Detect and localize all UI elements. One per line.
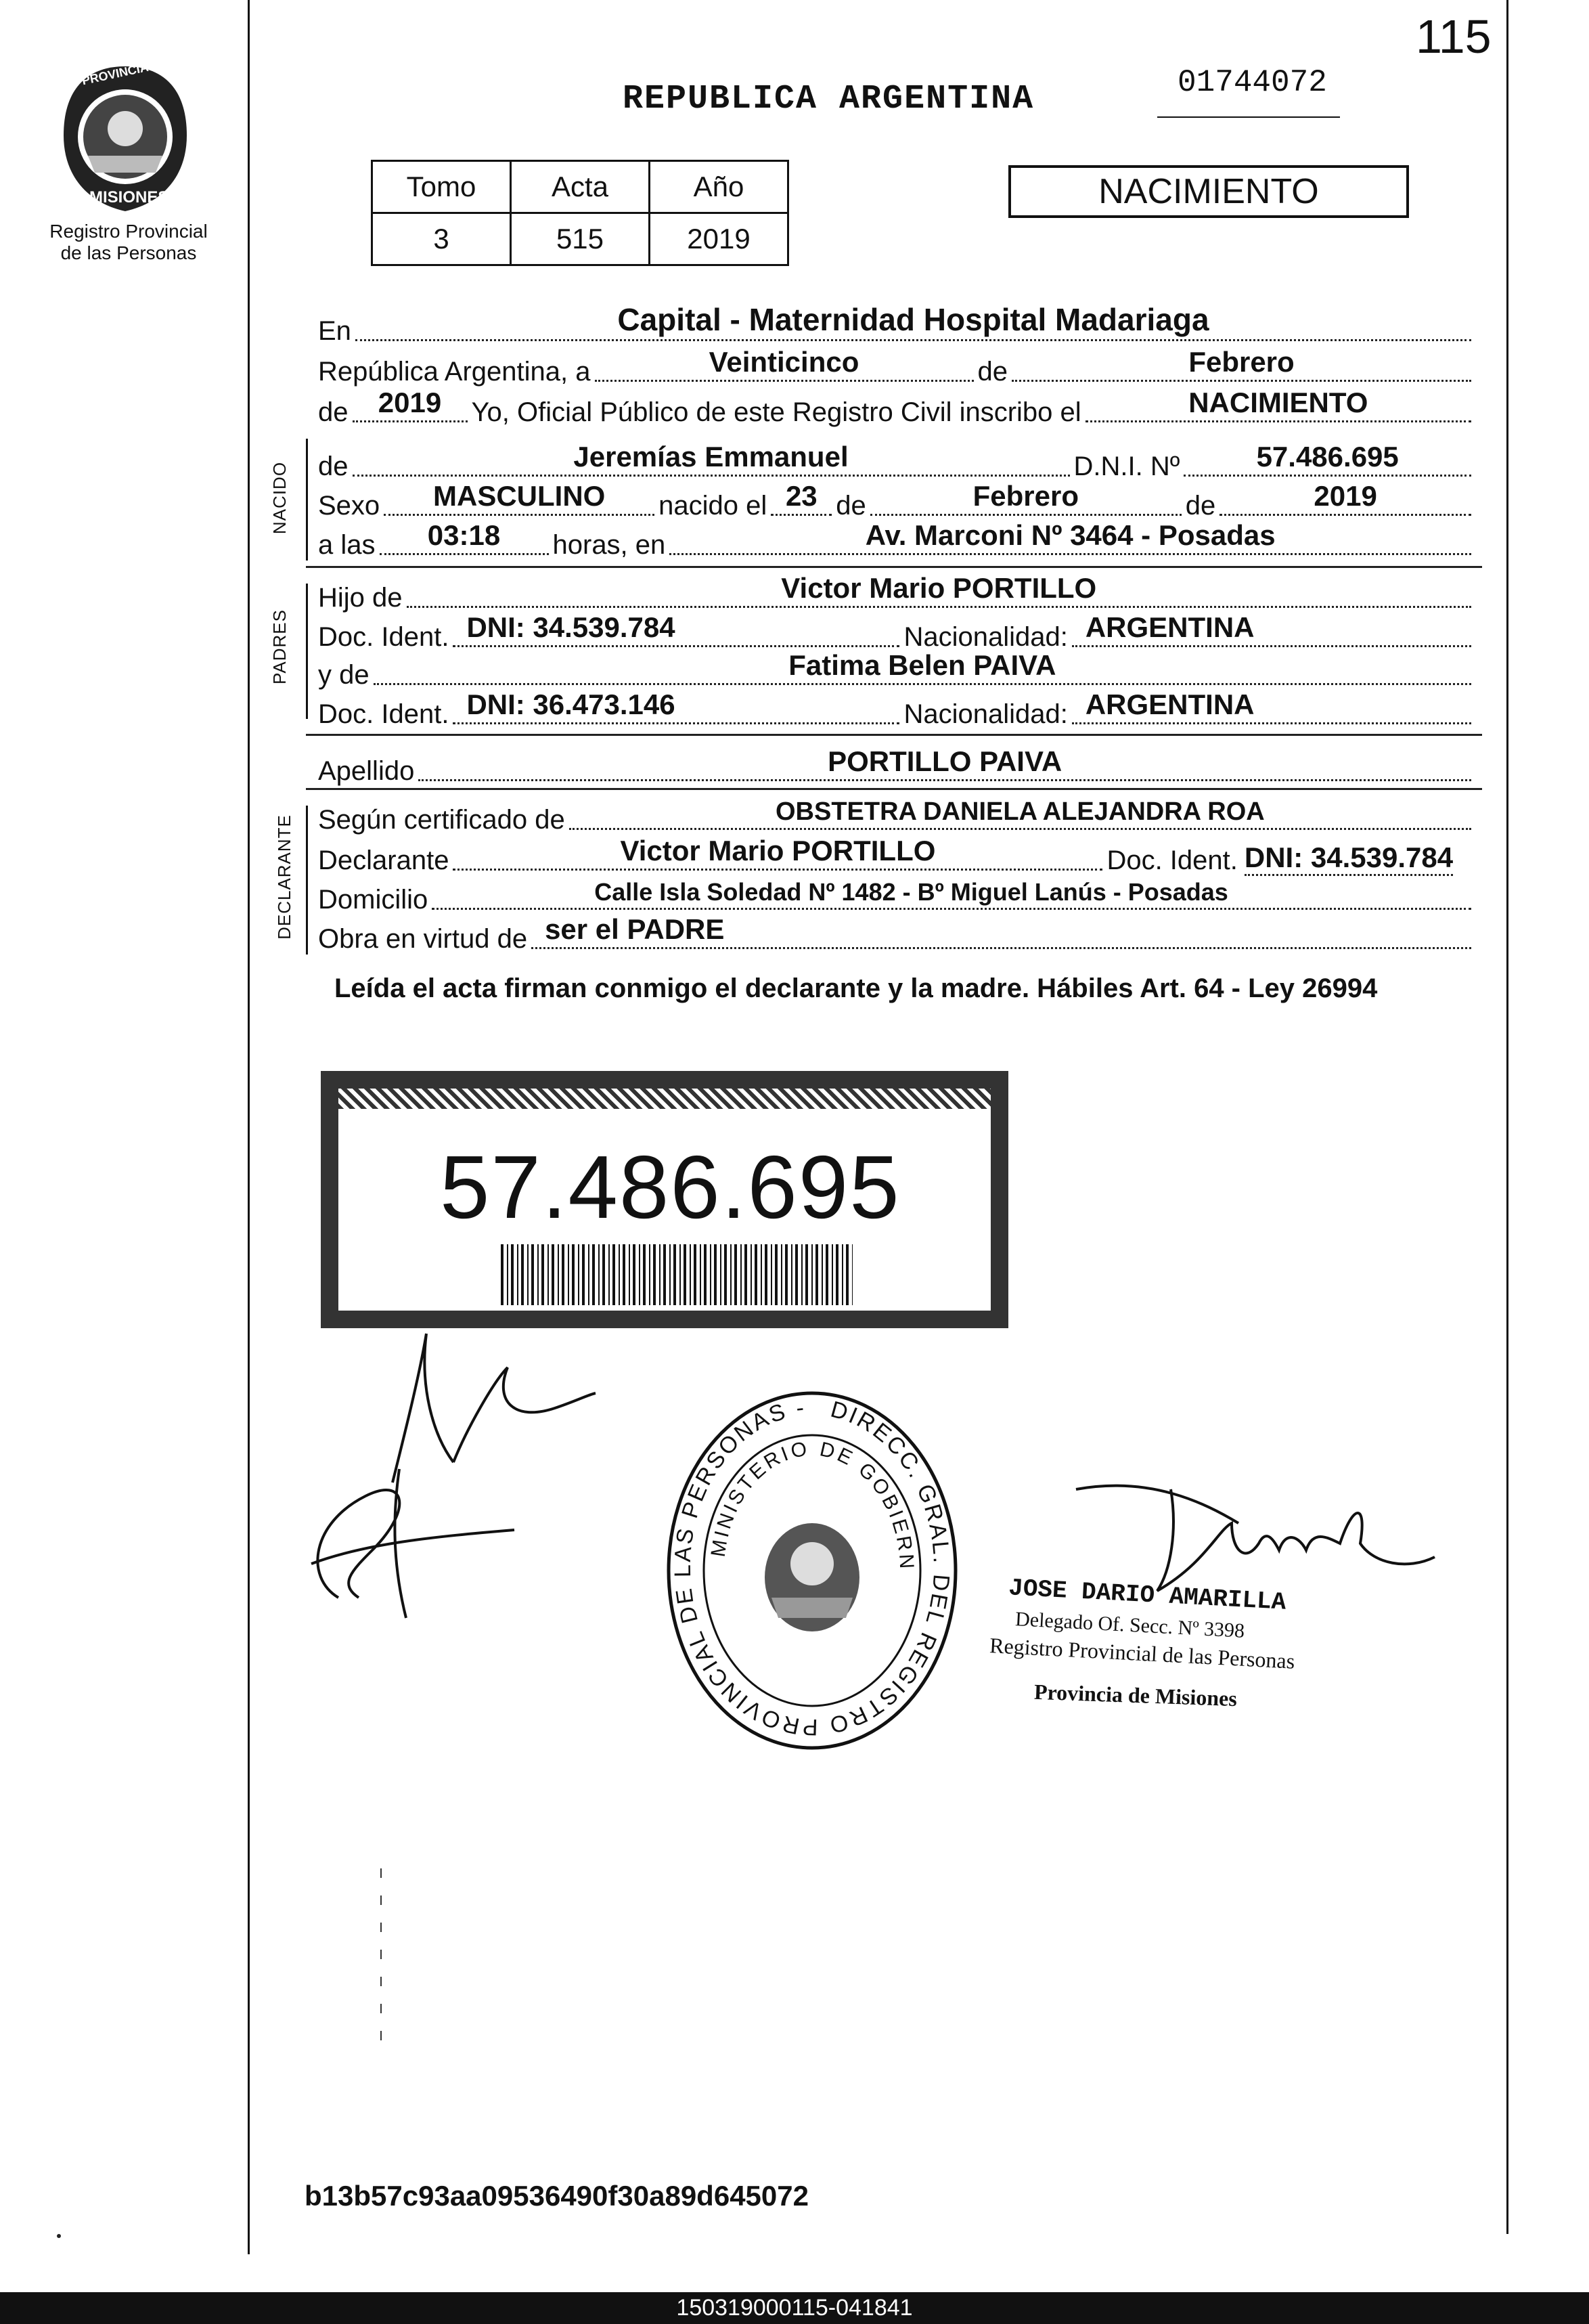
father-nat-label: Nacionalidad:: [903, 622, 1068, 652]
domicilio-label: Domicilio: [318, 885, 428, 915]
sexo-dots: [384, 480, 654, 516]
row-en: [318, 302, 1475, 347]
row-nacido-sexo: [318, 480, 1475, 521]
province-emblem: [54, 56, 196, 217]
separator-apellido: [306, 788, 1482, 790]
registry-line1: Registro Provincial: [49, 221, 208, 242]
nacido-el-label: nacido el: [658, 491, 767, 521]
mother-doc: DNI: 36.473.146: [466, 688, 675, 720]
father-doc-dots: [453, 611, 899, 647]
birth-day: 23: [785, 480, 818, 512]
declarante-label: Declarante: [318, 846, 449, 875]
col-header-tomo: Tomo: [372, 161, 511, 213]
hour-value: 03:18: [427, 519, 501, 551]
separator-padres: [306, 734, 1482, 736]
hijo-de-label: Hijo de: [318, 583, 403, 613]
declarante-section-label: DECLARANTE: [273, 814, 294, 940]
row-republica: [318, 346, 1475, 387]
inscribo-label: Yo, Oficial Público de este Registro Civil inscribo el: [471, 397, 1081, 427]
nacido-de-label: de: [318, 452, 349, 481]
de-label-3: de: [1185, 491, 1216, 521]
birth-month: Febrero: [972, 480, 1079, 512]
en-dots: [355, 302, 1471, 341]
domicilio-dots: [432, 878, 1471, 910]
inscribo-value: NACIMIENTO: [1188, 387, 1368, 418]
row-hijo-de: [318, 572, 1475, 613]
inscribo-dots: [1086, 387, 1471, 422]
register-table: [371, 160, 789, 266]
row-mother-doc: [318, 688, 1475, 730]
signature-left-lower: [298, 1462, 528, 1628]
right-margin-line: [1506, 0, 1508, 2234]
mother-dots: [374, 649, 1471, 685]
father-dots: [407, 572, 1471, 608]
padres-bracket: [306, 584, 308, 719]
col-header-ano: Año: [650, 161, 788, 213]
officer-line4: Provincia de Misiones: [1033, 1679, 1238, 1711]
registry-line2: de las Personas: [60, 242, 197, 263]
padres-section-label: PADRES: [269, 609, 290, 684]
father-name: Victor Mario PORTILLO: [781, 572, 1097, 604]
mother-name: Fatima Belen PAIVA: [788, 649, 1056, 681]
declarante-bracket: [306, 806, 308, 955]
dni-dots: [1184, 441, 1471, 477]
a-las-label: a las: [318, 530, 376, 560]
dni-label: D.N.I. Nº: [1073, 452, 1180, 481]
ano-value: 2019: [650, 213, 788, 265]
y-de-label: y de: [318, 660, 370, 690]
serial-number: 01744072: [1178, 65, 1327, 100]
row-nacido-name: [318, 441, 1475, 482]
de-label: de: [977, 357, 1008, 387]
dni-sticker: [321, 1071, 1008, 1328]
birth-year-dots: [1219, 480, 1471, 516]
obra-value: ser el PADRE: [545, 913, 725, 945]
row-inscribo: [318, 387, 1475, 428]
sexo-value: MASCULINO: [433, 480, 606, 512]
day-dots: [595, 346, 974, 382]
mother-doc-dots: [453, 688, 899, 724]
page-number: 115: [1416, 10, 1492, 63]
segun-label: Según certificado de: [318, 805, 565, 835]
serial-underline: [1157, 116, 1340, 118]
domicilio-value: Calle Isla Soledad Nº 1482 - Bº Miguel Lanús - Posadas: [594, 878, 1228, 906]
month-value: Febrero: [1188, 346, 1295, 378]
mother-doc-label: Doc. Ident.: [318, 699, 449, 729]
doc-type-box: NACIMIENTO: [1008, 165, 1409, 218]
en-value: Capital - Maternidad Hospital Madariaga: [617, 302, 1209, 337]
apellido-value: PORTILLO PAIVA: [828, 745, 1062, 777]
margin-dashes: [380, 1868, 382, 2044]
nacido-bracket: [306, 439, 308, 561]
seal-outer-text: DIRECC. GRAL. DEL REGISTRO PROVINCIAL DE LAS PERSONAS -: [669, 1395, 955, 1740]
row-obra: [318, 913, 1475, 955]
row-y-de: [318, 649, 1475, 690]
left-margin-line: [248, 0, 250, 2254]
officer-name: JOSE DARIO AMARILLA: [1008, 1574, 1287, 1617]
child-dni: 57.486.695: [1256, 441, 1399, 473]
segun-dots: [569, 797, 1471, 830]
footer-id: 150319000115-041841: [676, 2295, 913, 2321]
father-doc: DNI: 34.539.784: [466, 611, 675, 643]
apellido-label: Apellido: [318, 756, 415, 786]
row-nacido-hora: [318, 519, 1475, 561]
father-doc-label: Doc. Ident.: [318, 622, 449, 652]
birth-day-dots: [771, 480, 832, 516]
closing-text: Leída el acta firman conmigo el declarante y la madre. Hábiles Art. 64 - Ley 26994: [334, 973, 1378, 1003]
document-hash: b13b57c93aa09536490f30a89d645072: [305, 2180, 809, 2212]
sticker-barcode: [501, 1244, 853, 1305]
row-segun: [318, 797, 1475, 835]
name-dots: [353, 441, 1070, 477]
country-title: REPUBLICA ARGENTINA: [623, 80, 1035, 118]
hour-dots: [380, 519, 549, 555]
obra-label: Obra en virtud de: [318, 924, 528, 954]
row-apellido: [318, 745, 1475, 787]
segun-value: OBSTETRA DANIELA ALEJANDRA ROA: [775, 797, 1265, 826]
row-declarante: [318, 835, 1475, 876]
year-dots: [353, 387, 468, 422]
apellido-dots: [418, 745, 1471, 781]
child-name: Jeremías Emmanuel: [573, 441, 849, 473]
acta-value: 515: [511, 213, 650, 265]
tomo-value: 3: [372, 213, 511, 265]
official-seal: [663, 1388, 961, 1753]
row-domicilio: [318, 880, 1475, 915]
father-nat-dots: [1072, 611, 1471, 647]
birth-year: 2019: [1314, 480, 1377, 512]
mother-nat-label: Nacionalidad:: [903, 699, 1068, 729]
nacido-section-label: NACIDO: [269, 461, 290, 535]
declarante-doc-label: Doc. Ident.: [1106, 846, 1238, 875]
officer-line2: Delegado Of. Secc. Nº 3398: [1014, 1608, 1245, 1642]
sexo-label: Sexo: [318, 491, 380, 521]
de-year-label: de: [318, 397, 349, 427]
mother-nationality: ARGENTINA: [1085, 688, 1255, 720]
father-nationality: ARGENTINA: [1085, 611, 1255, 643]
row-father-doc: [318, 611, 1475, 653]
obra-dots: [531, 913, 1471, 949]
emblem-bottom-text: MISIONES: [89, 188, 169, 206]
birth-month-dots: [870, 480, 1182, 516]
declarante-doc-value: DNI: 34.539.784: [1245, 841, 1453, 876]
mother-nat-dots: [1072, 688, 1471, 724]
place-dots: [669, 519, 1471, 555]
sticker-dni-number: 57.486.695: [440, 1137, 901, 1237]
stray-dot: [57, 2234, 61, 2238]
separator-nacido: [306, 566, 1482, 568]
seal-inner-text: MINISTERIO DE GOBIERN: [707, 1437, 918, 1573]
de-label-2: de: [836, 491, 866, 521]
birth-place: Av. Marconi Nº 3464 - Posadas: [865, 519, 1276, 551]
en-label: En: [318, 316, 351, 346]
day-value: Veinticinco: [709, 346, 859, 378]
officer-line3: Registro Provincial de las Personas: [989, 1633, 1296, 1673]
footer-bar: [0, 2292, 1589, 2324]
year-value: 2019: [378, 387, 442, 418]
republica-label: República Argentina, a: [318, 357, 591, 387]
horas-en-label: horas, en: [552, 530, 666, 560]
month-dots: [1012, 346, 1471, 382]
registry-caption: [27, 221, 230, 264]
sticker-pattern: [338, 1089, 991, 1109]
declarante-value: Victor Mario PORTILLO: [620, 835, 936, 867]
emblem-top-text: PROVINCIA DE: [81, 56, 169, 88]
declarante-dots: [453, 835, 1102, 871]
col-header-acta: Acta: [511, 161, 650, 213]
